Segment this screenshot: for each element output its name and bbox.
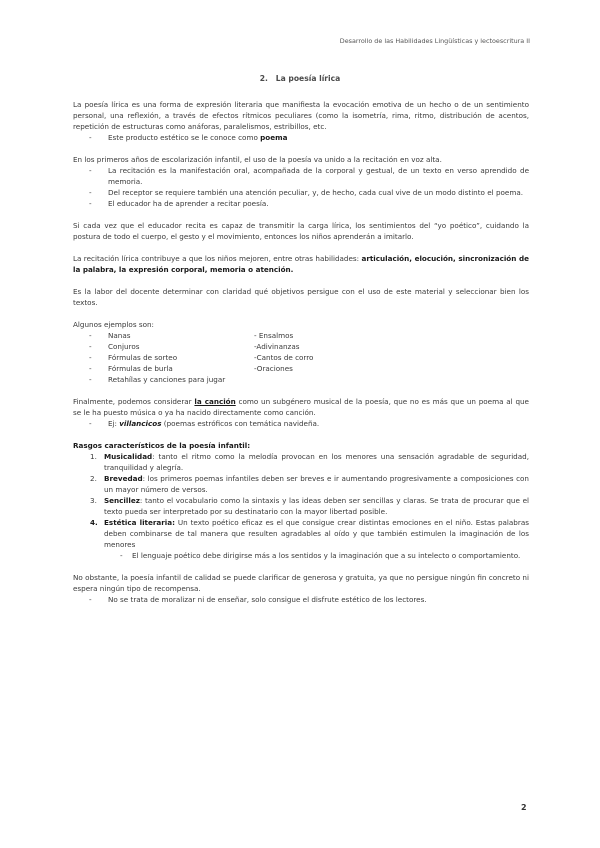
page-number: 2 — [521, 803, 527, 812]
numbered-item: 3. Sencillez: tanto el vocabulario como la sintaxis y las ideas deben ser sencillas y claras. Se trata de procurar que el texto pueda ser interpretado por su destinatario con la mayor libertad posible. — [90, 496, 529, 516]
list-item: - Fórmulas de burla -Oraciones — [89, 364, 293, 373]
term-poema: poema — [260, 133, 288, 142]
examples-intro: Algunos ejemplos son: — [73, 320, 154, 329]
list-item: - Nanas - Ensalmos — [89, 331, 294, 340]
paragraph-song: Finalmente, podemos considerar la canción como un subgénero musical de la poesía, que no es más que un poema al que se le ha puesto música o ya ha nacido directamente como canción. — [73, 397, 529, 417]
paragraph-educator: Si cada vez que el educador recita es capaz de transmitir la carga lírica, los sentimientos del “yo poético”, cuidando la postura de todo el cuerpo, el gesto y el movimiento, entonces los niños aprenderán a imitarlo. — [73, 221, 529, 241]
numbered-item: 2. Brevedad: los primeros poemas infantiles deben ser breves e ir aumentando progresivamente a composiciones con un mayor número de versos. — [90, 474, 529, 494]
paragraph-skills: La recitación lírica contribuye a que los niños mejoren, entre otras habilidades: articulación, elocución, sincronización de la palabra, la expresión corporal, memoria o atención. — [73, 254, 529, 274]
sub-list-item: - El lenguaje poético debe dirigirse más a los sentidos y la imaginación que a su intelecto o comportamiento. — [120, 551, 521, 560]
document-body — [73, 99, 529, 605]
examples-list — [89, 330, 529, 385]
running-header: Desarrollo de las Habilidades Lingüísticas y lectoescritura II — [339, 37, 530, 45]
numbered-item: 1. Musicalidad: tanto el ritmo como la melodía provocan en los menores una sensación agradable de seguridad, tranquilidad y alegría. — [90, 452, 529, 472]
paragraph-definition: La poesía lírica es una forma de expresión literaria que manifiesta la evocación emotiva de un hecho o de un sentimiento personal, una reflexión, a través de efectos rítmicos peculiares (como la isometría, rima, ritmo, distribución de acentos, repetición de estructuras como anáforas, paralelismos, estribillos, etc. — [73, 100, 529, 131]
term-villancicos: villancicos — [119, 419, 162, 428]
subheading-rasgos: Rasgos característicos de la poesía infantil: — [73, 441, 251, 450]
section-title: 2. La poesía lírica — [259, 74, 341, 83]
paragraph-recitation: En los primeros años de escolarización infantil, el uso de la poesía va unido a la recitación en voz alta. — [73, 155, 442, 164]
list-item: - El educador ha de aprender a recitar poesía. — [89, 199, 269, 208]
paragraph-teacher-role: Es la labor del docente determinar con claridad qué objetivos persigue con el uso de este material y seleccionar bien los textos. — [73, 287, 529, 307]
list-item: - No se trata de moralizar ni de enseñar, solo consigue el disfrute estético de los lectores. — [89, 595, 427, 604]
list-item: - Fórmulas de sorteo -Cantos de corro — [89, 353, 314, 362]
list-item: - Ej: villancicos (poemas estróficos con temática navideña. — [89, 419, 320, 428]
list-item: - Conjuros -Adivinanzas — [89, 342, 300, 351]
list-item: - Retahílas y canciones para jugar — [89, 375, 226, 384]
list-item: - Del receptor se requiere también una atención peculiar, y, de hecho, cada cual vive de un modo distinto el poema. — [89, 188, 524, 197]
paragraph-quality: No obstante, la poesía infantil de calidad se puede clarificar de generosa y gratuita, ya que no persigue ningún fin concreto ni espera ningún tipo de recompensa. — [73, 573, 529, 593]
skills-list: articulación, elocución, sincronización de la palabra, la expresión corporal, memoria o atención. — [73, 254, 529, 274]
list-item: - La recitación es la manifestación oral, acompañada de la corporal y gestual, de un texto en verso aprendido de memoria. — [89, 166, 529, 186]
numbered-item: 4. Estética literaria: Un texto poético eficaz es el que consigue crear distintas emociones en el niño. Estas palabras deben combinarse de tal manera que resulten agradables al oído y que también estimulen la imaginación de los menores — [90, 518, 529, 549]
list-item: - Este producto estético se le conoce como poema — [89, 133, 288, 142]
term-la-cancion: la canción — [194, 397, 236, 406]
